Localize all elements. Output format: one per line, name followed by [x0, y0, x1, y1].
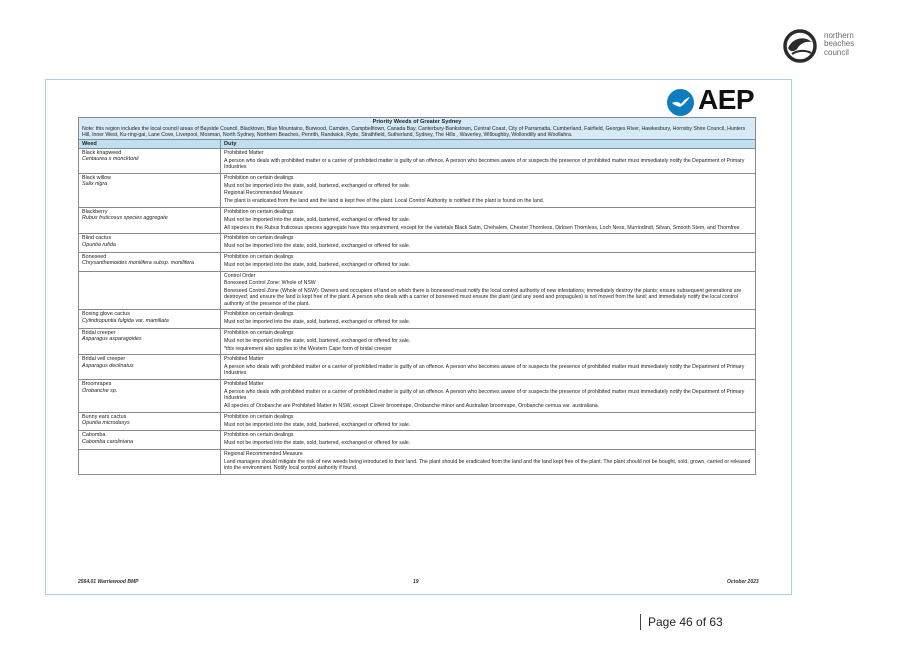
duty-line: Boneseed Control Zone (Whole of NSW): Owners and occupiers of land on which there is boneseed must notify the local control authority of new infestations; immediately destroy the plants; ensure subsequent generations are destroyed; and ensure the land is kept free of the plant. A person who deals with a carrier of boneseed must ensure the plant (and any seed and propagules) is not moved from the land; and immediately notify the local control authority of the presence of the plant.: [224, 288, 742, 307]
duty-cell: [221, 355, 756, 380]
aep-bird-icon: [667, 89, 694, 116]
weed-cell: [79, 234, 221, 253]
duty-cell: [221, 412, 756, 431]
duty-line: Control Order: [224, 272, 256, 279]
duty-line: Prohibition on certain dealings: [224, 311, 294, 318]
weed-cell: [79, 355, 221, 380]
weed-common-name: Boneseed: [82, 253, 107, 260]
weed-cell: [79, 252, 221, 271]
duty-cell: [221, 234, 756, 253]
weed-scientific-name: Rubus fruticosus species aggregate: [82, 215, 168, 222]
weed-cell: [79, 149, 221, 174]
duty-line: Must not be imported into the state, sold, bartered, exchanged or offered for sale.: [224, 216, 411, 223]
duty-line: Must not be imported into the state, sold, bartered, exchanged or offered for sale.: [224, 243, 411, 250]
table-row: [79, 207, 756, 233]
weed-common-name: Bridal creeper: [82, 329, 116, 336]
duty-cell: [221, 173, 756, 207]
table-title-cell: [79, 118, 756, 140]
duty-line: Must not be imported into the state, sold, bartered, exchanged or offered for sale.: [224, 261, 411, 268]
weed-scientific-name: Cabomba caroliniana: [82, 438, 133, 445]
table-row: [79, 310, 756, 329]
duty-cell: [221, 271, 756, 310]
duty-cell: [221, 449, 756, 474]
weed-cell: [79, 207, 221, 233]
weed-scientific-name: Asparagus asparagoides: [82, 336, 142, 343]
table-row: [79, 328, 756, 354]
council-name-line: beaches: [824, 39, 855, 49]
council-emblem-icon: [780, 28, 820, 64]
table-note: Note: this region includes the local council areas of Bayside Council, Blacktown, Blue Mountains, Burwood, Camden, Campbelltown, Canada Bay, Canterbury-Bankstown, Central Coast, City of Parramatta, Cumberland, Fairfield, Georges River, Hawkesbury, Hornsby Shire Council, Hunters Hill, Inner West, Ku-ring-gai, Lane Cove, Liverpool, Mosman, North Sydney, Northern Beaches, Penrith, Randwick, Ryde, Strathfield, Sutherland, Sydney, The Hills , Waverley, Willoughby, Wollondilly and Woollahra.: [82, 126, 746, 138]
council-name-line: council: [824, 47, 849, 57]
report-footer-page-number: 19: [413, 579, 419, 585]
weed-cell: [79, 271, 221, 310]
duty-line: Must not be imported into the state, sold, bartered, exchanged or offered for sale.: [224, 421, 411, 428]
duty-cell: [221, 431, 756, 450]
table-row: [79, 380, 756, 413]
weed-cell: [79, 328, 221, 354]
weed-common-name: Bunny ears cactus: [82, 413, 127, 420]
duty-line: The plant is eradicated from the land and the land is kept free of the plant. Local Control Authority is notified if the plant is found on the land.: [224, 198, 545, 205]
table-row: [79, 234, 756, 253]
weed-common-name: Bridal veil creeper: [82, 356, 126, 363]
table-row: [79, 271, 756, 310]
weed-cell: [79, 412, 221, 431]
table-row: [79, 149, 756, 174]
northern-beaches-council-logo: [780, 28, 890, 68]
duty-line: Prohibited Matter: [224, 356, 264, 363]
duty-cell: [221, 328, 756, 354]
table-row: [79, 449, 756, 474]
table-title: Priority Weeds of Greater Sydney: [372, 119, 462, 125]
duty-line: A person who deals with prohibited matter or a carrier of prohibited matter is guilty of an offence. A person who becomes aware of or suspects the presence of prohibited matter must immediately notify the Department of Primary Industries: [224, 157, 745, 170]
duty-line: Land managers should mitigate the risk of new weeds being introduced to their land. The plant should be eradicated from the land and the land kept free of the plant. The plant should not be bought, sold, grown, carried or released into the environment. Notify local control authority if found.: [224, 458, 751, 471]
duty-line: Must not be imported into the state, sold, bartered, exchanged or offered for sale.: [224, 337, 411, 344]
duty-line: A person who deals with prohibited matter or a carrier of prohibited matter is guilty of an offence. A person who becomes aware of or suspects the presence of prohibited matter must immediately notify the Department of Primary Industries: [224, 364, 745, 377]
duty-line: Prohibition on certain dealings: [224, 432, 294, 439]
weed-common-name: Boxing glove cactus: [82, 311, 130, 318]
weed-cell: [79, 173, 221, 207]
weed-common-name: Blind cactus: [82, 235, 112, 242]
weed-cell: [79, 380, 221, 413]
duty-line: Prohibition on certain dealings: [224, 329, 294, 336]
aep-logo: [667, 84, 759, 119]
duty-line: Boneseed Control Zone: Whole of NSW: [224, 280, 316, 287]
page-number-divider: [640, 614, 641, 630]
weed-cell: [79, 310, 221, 329]
weed-common-name: Blackberry: [82, 208, 108, 215]
report-footer-left: 2564.01 Warriewood BMP: [78, 579, 139, 585]
table-header-row: [79, 140, 756, 149]
duty-line: All species of Orobanche are Prohibited Matter in NSW, except Clover broomrape, Orobanche minor and Australian broomrape, Orobanche cernua var. australiana.: [224, 402, 600, 409]
table-title-row: [79, 118, 756, 140]
duty-line: Prohibited Matter: [224, 381, 264, 388]
weed-scientific-name: Chrysanthemoides monilifera subsp. monilifera: [82, 260, 195, 267]
table-row: [79, 173, 756, 207]
column-header-duty: Duty: [221, 140, 756, 149]
duty-line: Prohibition on certain dealings: [224, 235, 294, 242]
weed-common-name: Cabomba: [82, 432, 106, 439]
weed-scientific-name: Asparagus declinatus: [82, 362, 134, 369]
column-header-weed: Weed: [79, 140, 221, 149]
weed-scientific-name: Cylindropuntia fulgida var. mamillata: [82, 317, 169, 324]
duty-line: Prohibited Matter: [224, 150, 264, 156]
duty-cell: [221, 207, 756, 233]
duty-line: Regional Recommended Measure: [224, 450, 303, 457]
weed-common-name: Broomrapes: [82, 381, 112, 388]
duty-cell: [221, 252, 756, 271]
weed-cell: [79, 431, 221, 450]
duty-line: A person who deals with prohibited matter or a carrier of prohibited matter is guilty of an offence. A person who becomes aware of or suspects the presence of prohibited matter must immediately notify the Department of Primary Industries: [224, 388, 745, 402]
report-footer-date: October 2023: [727, 579, 759, 585]
duty-cell: [221, 380, 756, 413]
duty-cell: [221, 310, 756, 329]
duty-line: Prohibition on certain dealings: [224, 208, 294, 215]
aep-logo-text: AEP: [698, 84, 755, 115]
council-name: [824, 32, 854, 57]
weed-scientific-name: Opuntia rufida: [82, 241, 116, 248]
duty-line: Must not be imported into the state, sold, bartered, exchanged or offered for sale.: [224, 319, 411, 326]
priority-weeds-table: [78, 117, 756, 475]
duty-line: Prohibition on certain dealings: [224, 174, 294, 181]
weed-scientific-name: Orobanche sp.: [82, 387, 118, 394]
weed-common-name: Black knapweed: [82, 150, 122, 156]
duty-line: Prohibition on certain dealings: [224, 253, 294, 260]
weed-scientific-name: Opuntia microdasys: [82, 420, 130, 427]
table-row: [79, 252, 756, 271]
duty-line: Must not be imported into the state, sold, bartered, exchanged or offered for sale.: [224, 182, 411, 189]
duty-line: All species in the Rubus fruticosus species aggregate have this requirement, except for the varietals Black Satin, Chehalem, Chester Thornless, Dirksen Thornless, Loch Ness, Murrindindi, Silvan, Smooth Stem, and Thornfree: [224, 224, 740, 231]
duty-line: Must not be imported into the state, sold, bartered, exchanged or offered for sale.: [224, 440, 411, 447]
table-row: [79, 412, 756, 431]
weed-common-name: Black willow: [82, 174, 112, 181]
table-row: [79, 355, 756, 380]
weed-scientific-name: Salix nigra: [82, 181, 108, 188]
council-name-line: northern: [824, 31, 854, 40]
duty-cell: [221, 149, 756, 174]
duty-line: *this requirement also applies to the Western Cape form of bridal creeper: [224, 345, 392, 352]
duty-line: Prohibition on certain dealings: [224, 413, 294, 420]
duty-line: Regional Recommended Measure: [224, 190, 303, 197]
table-row: [79, 431, 756, 450]
page-number: Page 46 of 63: [648, 615, 723, 629]
weed-cell: [79, 449, 221, 474]
weed-scientific-name: Centaurea x moncktonii: [82, 156, 139, 163]
